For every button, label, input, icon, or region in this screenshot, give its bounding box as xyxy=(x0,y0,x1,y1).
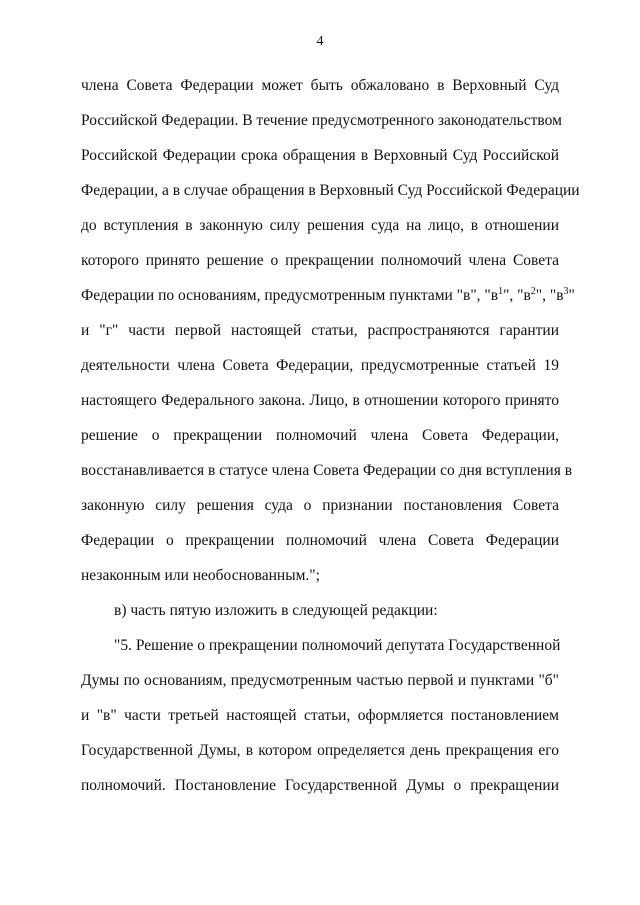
page-number: 4 xyxy=(316,34,324,49)
text-line: Думы по основаниям, предусмотренным частью первой и пунктами "б" xyxy=(81,672,559,689)
list-item-c-heading: в) часть пятую изложить в следующей редакции: xyxy=(114,602,438,619)
text-segment: ", "в xyxy=(503,287,531,304)
text-line: настоящего Федерального закона. Лицо, в отношении которого принято xyxy=(81,392,559,409)
text-line: деятельности члена Совета Федерации, предусмотренные статьей 19 xyxy=(81,357,559,374)
text-segment: Федерации по основаниям, предусмотренным пунктами "в", "в xyxy=(81,287,499,304)
text-line: Российской Федерации. В течение предусмотренного законодательством xyxy=(81,112,562,129)
text-line: Государственной Думы, в котором определяется день прекращения его xyxy=(81,742,559,759)
text-line: Федерации о прекращении полномочий члена Совета Федерации xyxy=(81,532,559,549)
text-line: Федерации, а в случае обращения в Верховный Суд Российской Федерации xyxy=(81,182,580,199)
superscript: 3 xyxy=(563,285,569,297)
text-line: до вступления в законную силу решения суда на лицо, в отношении xyxy=(81,217,559,234)
superscript: 2 xyxy=(530,285,536,297)
text-segment: " xyxy=(568,287,575,304)
text-line: полномочий. Постановление Государственной Думы о прекращении xyxy=(81,777,559,794)
text-line: решение о прекращении полномочий члена Совета Федерации, xyxy=(81,427,559,444)
text-line: законную силу решения суда о признании постановления Совета xyxy=(81,497,559,514)
text-line: и "в" части третьей настоящей статьи, оформляется постановлением xyxy=(81,707,559,724)
text-line: которого принято решение о прекращении полномочий члена Совета xyxy=(81,252,559,269)
text-segment: ", "в xyxy=(535,287,564,304)
superscript: 1 xyxy=(498,285,504,297)
text-line: и "г" части первой настоящей статьи, распространяются гарантии xyxy=(81,322,559,339)
quoted-paragraph-first-line: "5. Решение о прекращении полномочий депутата Государственной xyxy=(114,637,561,654)
paragraph-end-line: незаконным или необоснованным."; xyxy=(81,567,320,584)
text-line-with-superscripts xyxy=(81,285,575,306)
text-line: Российской Федерации срока обращения в Верховный Суд Российской xyxy=(81,147,559,164)
text-line: члена Совета Федерации может быть обжаловано в Верховный Суд xyxy=(81,77,559,94)
text-line: восстанавливается в статусе члена Совета Федерации со дня вступления в xyxy=(81,462,573,479)
